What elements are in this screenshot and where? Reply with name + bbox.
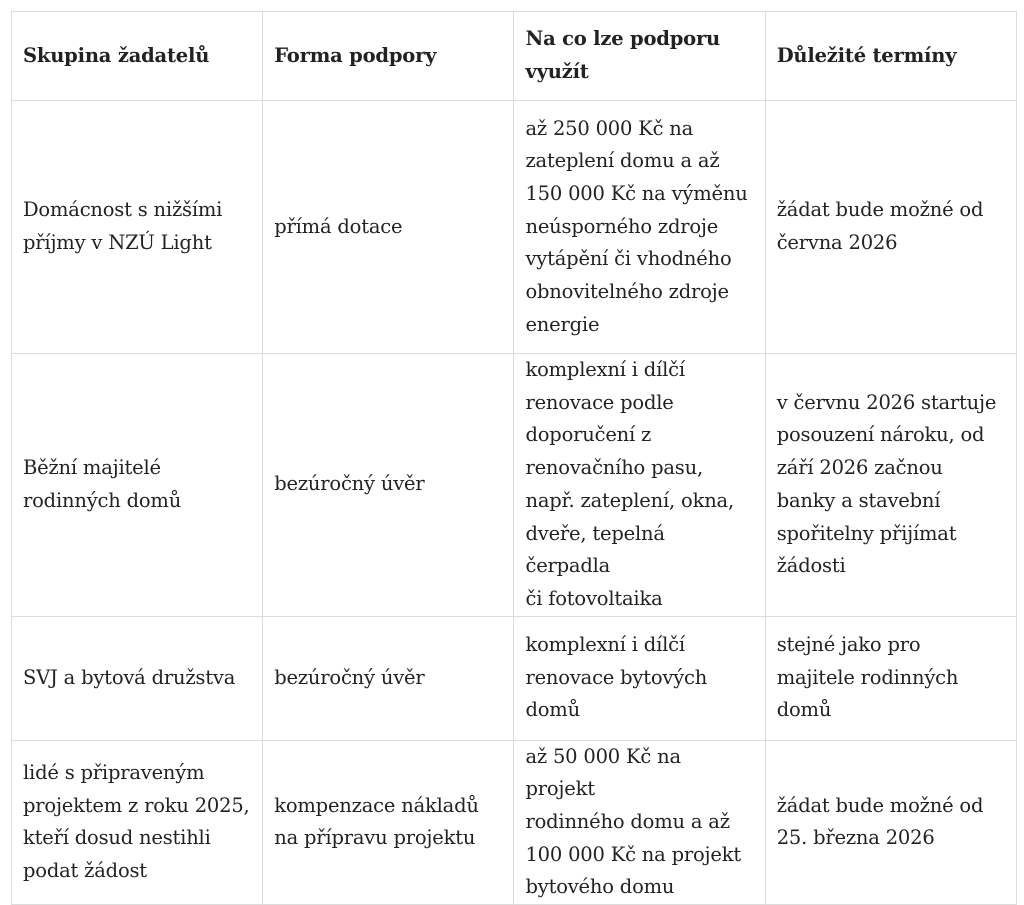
table-row (12, 354, 1017, 617)
table-row (12, 616, 1017, 740)
cell-text: kompenzace nákladů na přípravu projektu (274, 793, 479, 850)
cell-text: přímá dotace (274, 214, 403, 238)
cell-text: komplexní i dílčí renovace bytových domů (525, 633, 708, 722)
cell-text: bezúročný úvěr (274, 665, 425, 689)
cell-text: až 50 000 Kč na projekt rodinného domu a až 100 000 Kč na projekt bytového domu (525, 744, 741, 899)
cell-text: v červnu 2026 startuje posouzení nároku, od září 2026 začnou banky a stavební spořitelny přijímat žádosti (776, 390, 997, 578)
table-body (12, 101, 1017, 905)
cell-applicant-group (12, 101, 263, 354)
table-header (12, 12, 1017, 101)
cell-text: bezúročný úvěr (274, 472, 425, 496)
cell-usage (514, 740, 765, 905)
cell-applicant-group (12, 616, 263, 740)
cell-support-form (263, 616, 514, 740)
cell-usage (514, 101, 765, 354)
cell-support-form (263, 101, 514, 354)
header-support-form (263, 12, 514, 101)
header-label: Na co lze podporu využít (525, 27, 721, 83)
cell-text: komplexní i dílčí renovace podle doporučení z renovačního pasu, např. zateplení, okna, dveře, tepelná čerpadla či fotovoltaika (525, 358, 734, 610)
header-label: Skupina žadatelů (23, 43, 210, 67)
header-label: Forma podpory (274, 43, 437, 67)
table-row (12, 740, 1017, 905)
header-deadlines (765, 12, 1016, 101)
cell-text: stejné jako pro majitele rodinných domů (776, 633, 959, 722)
cell-deadlines (765, 740, 1016, 905)
cell-text: žádat bude možné od 25. března 2026 (776, 793, 984, 850)
cell-deadlines (765, 616, 1016, 740)
cell-text: lidé s připraveným projektem z roku 2025, kteří dosud nestihli podat žádost (23, 760, 250, 883)
header-label: Důležité termíny (776, 43, 957, 67)
cell-usage (514, 616, 765, 740)
cell-text: SVJ a bytová družstva (23, 665, 236, 689)
cell-deadlines (765, 354, 1016, 617)
header-usage (514, 12, 765, 101)
cell-support-form (263, 354, 514, 617)
cell-text: Domácnost s nižšími příjmy v NZÚ Light (23, 198, 223, 254)
header-row (12, 12, 1017, 101)
cell-applicant-group (12, 354, 263, 617)
cell-text: žádat bude možné od června 2026 (776, 198, 984, 254)
cell-text: Běžní majitelé rodinných domů (23, 456, 182, 512)
cell-support-form (263, 740, 514, 905)
cell-deadlines (765, 101, 1016, 354)
table-row (12, 101, 1017, 354)
cell-text: až 250 000 Kč na zateplení domu a až 150 000 Kč na výměnu neúsporného zdroje vytápění či vhodného obnovitelného zdroje energie (525, 116, 748, 336)
cell-applicant-group (12, 740, 263, 905)
support-table (11, 11, 1017, 905)
header-applicant-group (12, 12, 263, 101)
cell-usage (514, 354, 765, 617)
